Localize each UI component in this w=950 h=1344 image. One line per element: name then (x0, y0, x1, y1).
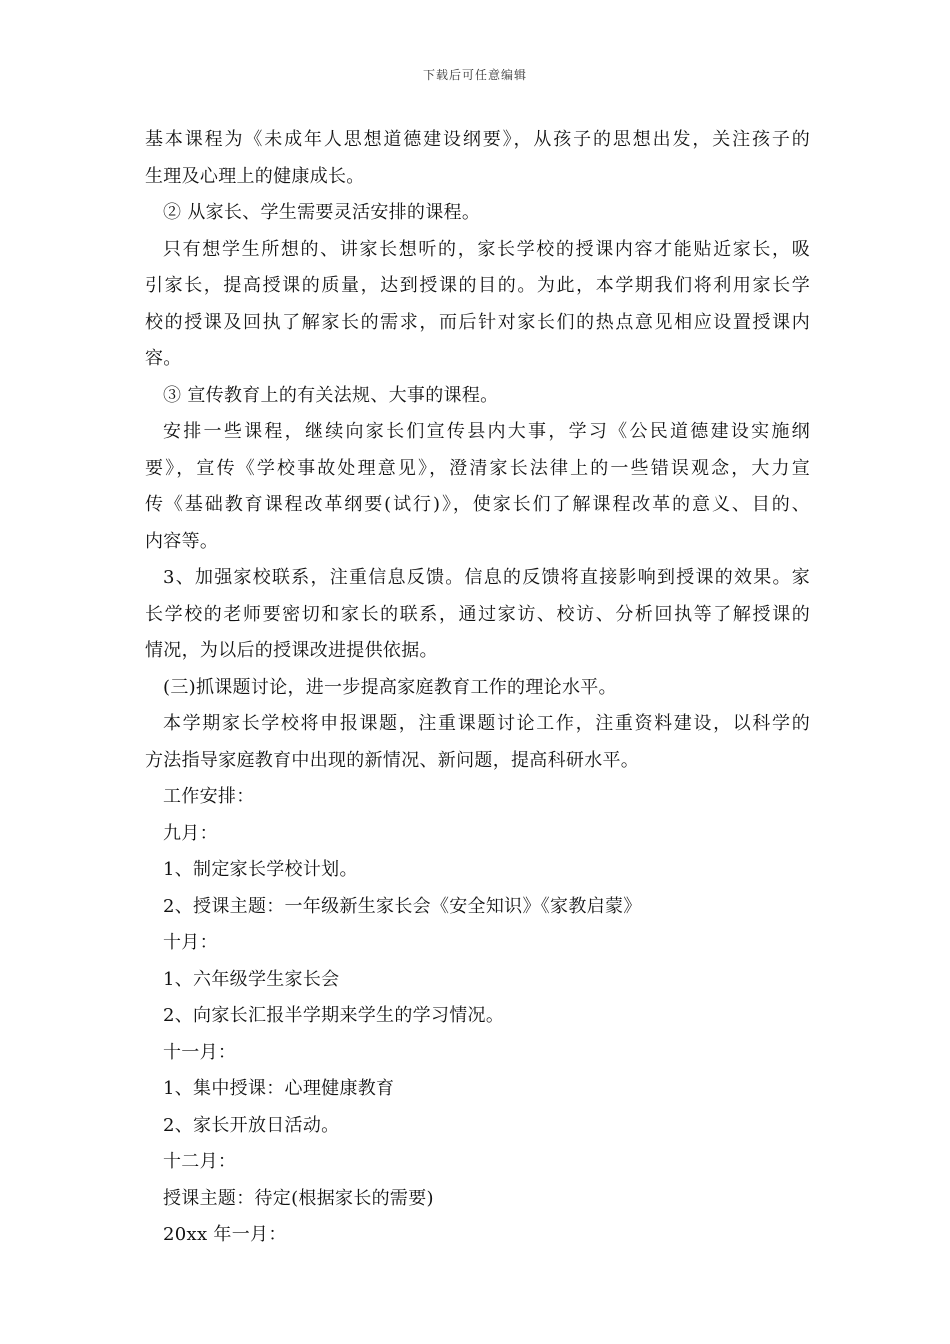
paragraph-line: 只有想学生所想的、讲家长想听的，家长学校的授课内容才能贴近家长，吸 (163, 238, 810, 260)
paragraph-line: 长学校的老师要密切和家长的联系，通过家访、校访、分析回执等了解授课的 (145, 603, 810, 625)
paragraph-line: 本学期家长学校将申报课题，注重课题讨论工作，注重资料建设，以科学的 (163, 713, 810, 734)
header-note: 下载后可任意编辑 (422, 68, 527, 82)
document-body (145, 122, 810, 1254)
paragraph-line: 内容等。 (145, 530, 219, 552)
month-label: 20xx 年一月： (163, 1224, 287, 1245)
section-heading: (三)抓课题讨论，进一步提高家庭教育工作的理论水平。 (163, 676, 617, 698)
paragraph-line: 基本课程为《未成年人思想道德建设纲要》，从孩子的思想出发，关注孩子的 (145, 129, 810, 150)
schedule-item: 2、向家长汇报半学期来学生的学习情况。 (163, 1005, 505, 1026)
schedule-item: 1、制定家长学校计划。 (163, 859, 358, 880)
month-label: 十月： (163, 932, 218, 953)
schedule-item: 2、家长开放日活动。 (163, 1114, 340, 1136)
paragraph-line: 要》，宣传《学校事故处理意见》，澄清家长法律上的一些错误观念，大力宣 (145, 457, 810, 479)
schedule-item: 1、六年级学生家长会 (163, 968, 340, 990)
schedule-item: 1、集中授课：心理健康教育 (163, 1078, 395, 1099)
paragraph-line: 安排一些课程，继续向家长们宣传县内大事，学习《公民道德建设实施纲 (163, 421, 810, 442)
month-label: 九月： (163, 822, 218, 844)
schedule-item: 授课主题：待定(根据家长的需要) (163, 1187, 434, 1209)
month-label: 十一月： (163, 1041, 237, 1063)
paragraph-line: ③ 宣传教育上的有关法规、大事的课程。 (163, 384, 499, 406)
paragraph-line: 校的授课及回执了解家长的需求，而后针对家长们的热点意见相应设置授课内 (145, 311, 810, 333)
month-label: 十二月： (163, 1151, 237, 1172)
paragraph-line: 生理及心理上的健康成长。 (145, 165, 365, 187)
schedule-heading: 工作安排： (163, 786, 255, 807)
schedule-item: 2、授课主题：一年级新生家长会《安全知识》《家教启蒙》 (163, 895, 642, 917)
paragraph-line: 引家长，提高授课的质量，达到授课的目的。为此，本学期我们将利用家长学 (145, 275, 810, 296)
paragraph-line: 容。 (145, 348, 182, 369)
paragraph-line: 方法指导家庭教育中出现的新情况、新问题，提高科研水平。 (145, 749, 640, 771)
paragraph-line: 情况，为以后的授课改进提供依据。 (145, 640, 438, 661)
paragraph-line: 3、加强家校联系，注重信息反馈。信息的反馈将直接影响到授课的效果。家 (163, 567, 810, 588)
paragraph-line: ② 从家长、学生需要灵活安排的课程。 (163, 202, 481, 223)
paragraph-line: 传《基础教育课程改革纲要(试行)》，使家长们了解课程改革的意义、目的、 (145, 494, 810, 515)
